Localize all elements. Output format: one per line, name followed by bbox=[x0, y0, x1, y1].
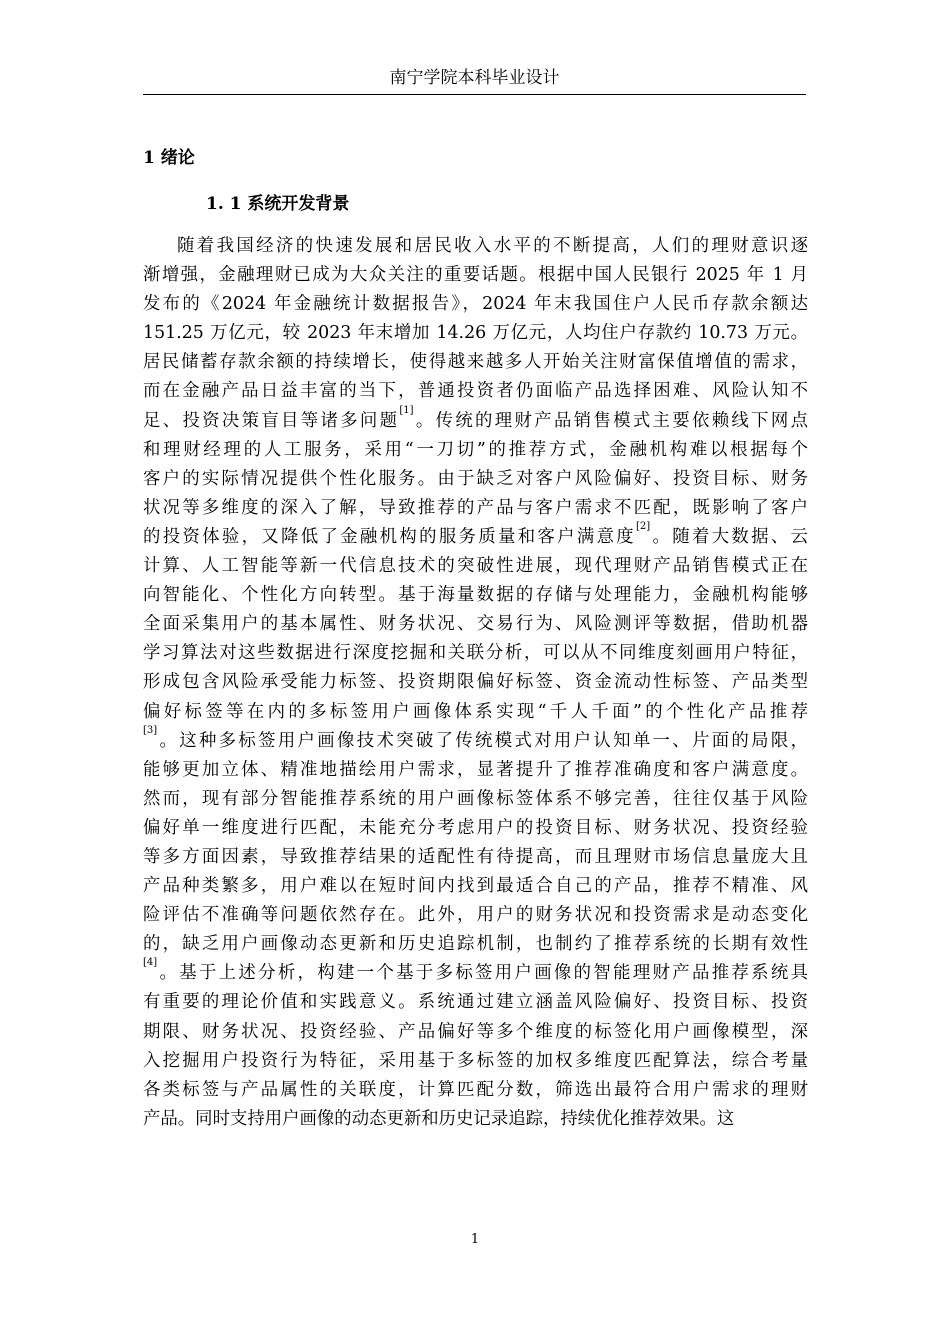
paragraph-line: 产品。同时支持用户画像的动态更新和历史记录追踪，持续优化推荐效果。这 bbox=[143, 1108, 735, 1129]
running-header: 南宁学院本科毕业设计 bbox=[143, 64, 806, 95]
paragraph-line: 151.25 万亿元，较 2023 年末增加 14.26 万亿元，人均住户存款约 10.73 万元。 bbox=[143, 323, 808, 344]
paragraph-line: 渐增强，金融理财已成为大众关注的重要话题。根据中国人民银行 2025 年 1 月 bbox=[143, 265, 808, 286]
paragraph-line: [4]。基于上述分析，构建一个基于多标签用户画像的智能理财产品推荐系统具 bbox=[143, 957, 808, 984]
paragraph-line: 状况等多维度的深入了解，导致推荐的产品与客户需求不匹配，既影响了客户 bbox=[143, 497, 808, 518]
paragraph-line: 偏好单一维度进行匹配，未能充分考虑用户的投资目标、财务状况、投资经验 bbox=[143, 817, 808, 838]
paragraph-line: 而在金融产品日益丰富的当下，普通投资者仍面临产品选择困难、风险认知不 bbox=[143, 381, 808, 402]
citation-marker: [3] bbox=[143, 724, 158, 736]
paragraph-line: 形成包含风险承受能力标签、投资期限偏好标签、资金流动性标签、产品类型 bbox=[143, 672, 808, 693]
paragraph-line: 计算、人工智能等新一代信息技术的突破性进展，现代理财产品销售模式正在 bbox=[143, 556, 808, 577]
paragraph-line: 险评估不准确等问题依然存在。此外，用户的财务状况和投资需求是动态变化 bbox=[143, 905, 808, 926]
paragraph-line: 客户的实际情况提供个性化服务。由于缺乏对客户风险偏好、投资目标、财务 bbox=[143, 468, 808, 489]
paragraph-line: 偏好标签等在内的多标签用户画像体系实现“千人千面”的个性化产品推荐 bbox=[143, 701, 808, 722]
paragraph-line: 的，缺乏用户画像动态更新和历史追踪机制，也制约了推荐系统的长期有效性 bbox=[143, 934, 808, 955]
paragraph-line: 的投资体验，又降低了金融机构的服务质量和客户满意度[2]。随着大数据、云 bbox=[143, 520, 808, 547]
paragraph-line: [3]。这种多标签用户画像技术突破了传统模式对用户认知单一、片面的局限， bbox=[143, 724, 808, 751]
paragraph-line: 足、投资决策盲目等诸多问题[1]。传统的理财产品销售模式主要依赖线下网点 bbox=[143, 404, 808, 431]
body-paragraph bbox=[143, 232, 808, 1134]
citation-marker: [2] bbox=[636, 520, 651, 532]
citation-marker: [1] bbox=[399, 404, 414, 416]
paragraph-line: 学习算法对这些数据进行深度挖掘和关联分析，可以从不同维度刻画用户特征， bbox=[143, 643, 808, 664]
paragraph-line: 随着我国经济的快速发展和居民收入水平的不断提高，人们的理财意识逐 bbox=[177, 236, 808, 256]
paragraph-line: 入挖掘用户投资行为特征，采用基于多标签的加权多维度匹配算法，综合考量 bbox=[143, 1050, 808, 1071]
paragraph-line: 全面采集用户的基本属性、财务状况、交易行为、风险测评等数据，借助机器 bbox=[143, 614, 808, 635]
paragraph-line: 能够更加立体、精准地描绘用户需求，显著提升了推荐准确度和客户满意度。 bbox=[143, 759, 808, 780]
page-number: 1 bbox=[470, 1232, 480, 1247]
paragraph-line: 期限、财务状况、投资经验、产品偏好等多个维度的标签化用户画像模型，深 bbox=[143, 1021, 808, 1042]
chapter-heading: 1 绪论 bbox=[143, 148, 195, 168]
paragraph-line: 等多方面因素，导致推荐结果的适配性有待提高，而且理财市场信息量庞大且 bbox=[143, 846, 808, 867]
paragraph-line: 居民储蓄存款余额的持续增长，使得越来越多人开始关注财富保值增值的需求， bbox=[143, 352, 808, 373]
paragraph-line: 向智能化、个性化方向转型。基于海量数据的存储与处理能力，金融机构能够 bbox=[143, 585, 808, 606]
paragraph-line: 和理财经理的人工服务，采用“一刀切”的推荐方式，金融机构难以根据每个 bbox=[143, 439, 808, 460]
paragraph-line: 有重要的理论价值和实践意义。系统通过建立涵盖风险偏好、投资目标、投资 bbox=[143, 992, 808, 1013]
paragraph-line: 各类标签与产品属性的关联度，计算匹配分数，筛选出最符合用户需求的理财 bbox=[143, 1079, 808, 1100]
section-heading: 1. 1 系统开发背景 bbox=[206, 194, 350, 214]
paragraph-line: 产品种类繁多，用户难以在短时间内找到最适合自己的产品，推荐不精准、风 bbox=[143, 876, 808, 897]
citation-marker: [4] bbox=[143, 957, 158, 969]
paragraph-line: 发布的《2024 年金融统计数据报告》，2024 年末我国住户人民币存款余额达 bbox=[143, 294, 808, 315]
paragraph-line: 然而，现有部分智能推荐系统的用户画像标签体系不够完善，往往仅基于风险 bbox=[143, 788, 808, 809]
